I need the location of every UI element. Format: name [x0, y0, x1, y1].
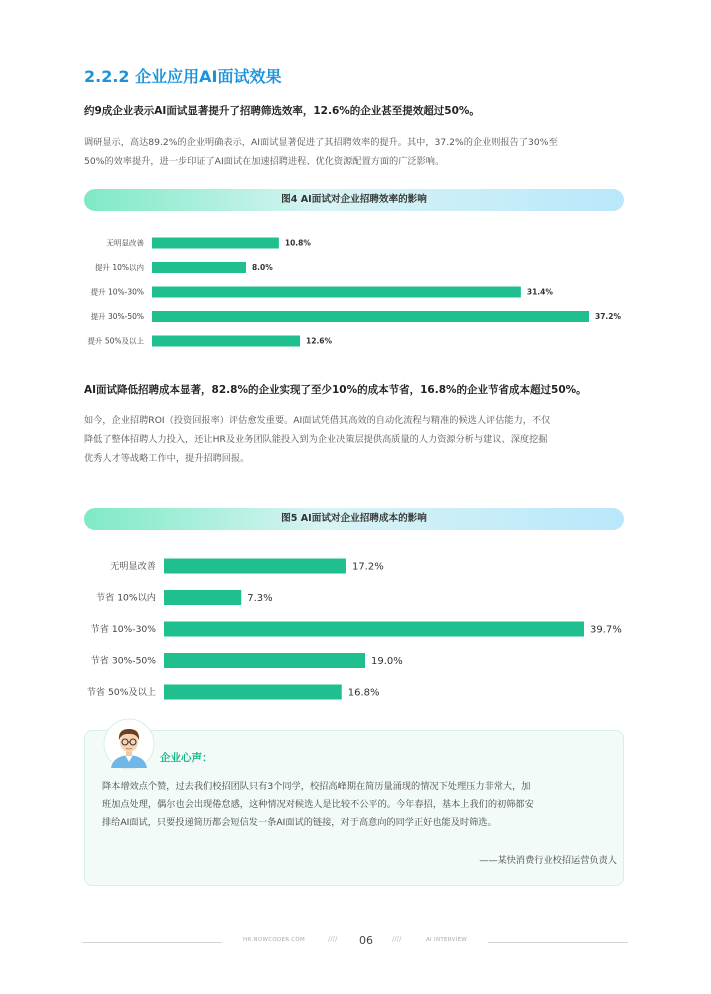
chart-category-label: 无明显改善	[106, 238, 144, 248]
chart-value-label: 10.8%	[284, 238, 311, 248]
chart-bar	[164, 622, 584, 637]
chart-bar	[152, 336, 300, 347]
chart-bar	[164, 653, 365, 668]
chart-value-label: 19.0%	[371, 656, 403, 667]
chart-category-label: 提升 50%及以上	[87, 336, 144, 346]
chart-value-label: 17.2%	[351, 561, 384, 573]
chart-category-label: 节省 10%以内	[95, 592, 156, 604]
lead-efficiency: 约9成企业表示AI面试显著提升了招聘筛选效率，12.6%的企业甚至提效超过50%。	[84, 105, 480, 117]
quote-body	[102, 778, 612, 832]
paragraph-efficiency	[84, 133, 629, 171]
chart4-title: 图4 AI面试对企业招聘效率的影响	[84, 189, 624, 211]
footer-divider-right	[488, 942, 628, 943]
quote-line: 班加点处理，偶尔也会出现倦怠感，这种情况对候选人是比较不公平的。今年春招，基本上我们的初筛都安	[102, 799, 534, 810]
chart-category-label: 节省 10%-30%	[90, 624, 156, 636]
paragraph-line: 降低了整体招聘人力投入，还让HR及业务团队能投入到为企业决策层提供高质量的人力资源分析与建议、深度挖掘	[84, 434, 548, 445]
chart-bar	[152, 238, 279, 249]
chart-value-label: 39.7%	[590, 624, 622, 636]
footer-tagline: AI INTERVIEW	[426, 937, 468, 943]
chart-bar	[152, 262, 246, 273]
chart-bar	[152, 287, 521, 298]
chart-value-label: 37.2%	[595, 312, 622, 322]
chart-bar	[164, 559, 346, 574]
chart-bar	[164, 685, 342, 700]
chart-value-label: 16.8%	[347, 687, 380, 699]
section-title: 2.2.2 企业应用AI面试效果	[84, 67, 282, 86]
quote-line: 排给AI面试，只要投递简历都会短信发一条AI面试的链接，对于高意向的同学正好也能及时筛选。	[102, 817, 497, 828]
paragraph-line: 调研显示，高达89.2%的企业明确表示，AI面试显著促进了其招聘效率的提升。其中，37.2%的企业则报告了30%至	[84, 137, 558, 148]
chart-value-label: 8.0%	[251, 263, 273, 273]
chart-category-label: 节省 30%-50%	[90, 655, 156, 667]
chart-value-label: 7.3%	[247, 593, 273, 604]
chart-category-label: 无明显改善	[110, 561, 156, 573]
chart-category-label: 提升 10%-30%	[90, 287, 144, 297]
lead-cost: AI面试降低招聘成本显著，82.8%的企业实现了至少10%的成本节省，16.8%的企业节省成本超过50%。	[84, 384, 587, 396]
chart-category-label: 节省 50%及以上	[86, 687, 156, 699]
footer-divider-left	[82, 942, 222, 943]
quote-title: 企业心声：	[160, 752, 213, 764]
chart4-efficiency	[0, 225, 711, 355]
paragraph-cost	[84, 411, 629, 468]
paragraph-line: 优秀人才等战略工作中，提升招聘回报。	[84, 453, 250, 464]
footer-slashes-left: ////	[328, 935, 338, 943]
chart-bar	[164, 590, 241, 605]
chart-bar	[152, 311, 589, 322]
paragraph-line: 50%的效率提升，进一步印证了AI面试在加速招聘进程、优化资源配置方面的广泛影响。	[84, 156, 445, 167]
footer-website: HR.NOWCODER.COM	[243, 937, 306, 943]
quote-line: 降本增效点个赞，过去我们校招团队只有3个同学，校招高峰期在简历量涌现的情况下处理压力非常大，加	[102, 781, 531, 792]
avatar	[103, 718, 155, 770]
chart5-cost	[0, 550, 711, 710]
chart-category-label: 提升 30%-50%	[90, 312, 144, 322]
paragraph-line: 如今，企业招聘ROI（投资回报率）评估愈发重要。AI面试凭借其高效的自动化流程与精准的候选人评估能力，不仅	[84, 415, 551, 426]
page-number: 06	[359, 934, 373, 947]
quote-signature: ——某快消费行业校招运营负责人	[479, 855, 617, 866]
chart-value-label: 12.6%	[306, 336, 333, 346]
chart5-title: 图5 AI面试对企业招聘成本的影响	[84, 508, 624, 530]
footer-slashes-right: ////	[392, 935, 402, 943]
chart-category-label: 提升 10%以内	[94, 263, 144, 273]
chart-value-label: 31.4%	[526, 287, 553, 297]
